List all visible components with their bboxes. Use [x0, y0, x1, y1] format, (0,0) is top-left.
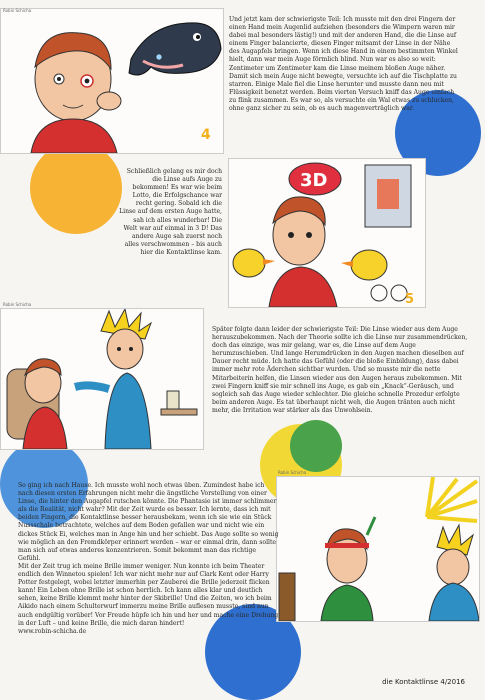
badge-3d-label: 3D [300, 170, 328, 191]
credit-illustration-3: Robin Schicha [278, 470, 307, 475]
credit-illustration-1: Robin Schicha [3, 8, 32, 13]
paragraph-4-5: So ging ich nach Hause. Ich musste wohl noch etwas üben. Zumindest habe ich nach diesen ersten Erfahrungen nicht mehr die ängstliche Vorstellung von einer Linse, die hinter den Augapfel rutschen könnte. Die Phantasie ist immer schlimmer als die Realität, nicht wahr? Mit der Zeit wurde es besser. Ich lernte, dass ich mit beiden Fingern, die Kontaktlinse besser herausbekam, wenn ich sie wie ein Stück Nussschale betrachtete, welches auf dem Boden gefallen war und nicht wie ein dickes Stück Ei, welches man in Ange hin und her schiebt. Das Auge sollte so wenig wie möglich an den Fremdkörper erinnert werden – war er einmal drin, dann sollte man sich auf etwas anderes konzentrieren. Somit bekommt man das richtige Gefühl. Mit der Zeit trug ich meine Brille immer weniger. Nun konnte ich beim Theater endlich den Winnetou spielen! Ich war nicht mehr nur auf Clark Kent oder Harry Potter festgelegt, wobei letzter immerhin per Zauberei die Brille jederzeit flicken kann! Ein Leben ohne Brille ist schon herrlich. Ich kann alles klar und deutlich sehen, keine Brille klemmt mehr hinter der Skibrille! Und die Zeiten, wo ich beim Aikido nach einem Schulterwurf immerzu meine Brille auflesen musste, sind nun auch endgültig vorüber! Vor Freude hüpfe ich hin und her und mache eine Drehung in der Luft – und keine Brille, die mich daran hindert! www.robin-schicha.de [18, 482, 279, 635]
number-5: 5 [405, 292, 415, 307]
number-4: 4 [201, 127, 211, 143]
orange-circle-decoration [30, 142, 122, 234]
illustration-3d-ducks [228, 158, 426, 308]
illustration-winnetou [276, 476, 480, 622]
website-link[interactable]: www.robin-schicha.de [18, 627, 87, 635]
paragraph-1: Und jetzt kam der schwierigste Teil: Ich musste mit den drei Fingern der einen Hand mein Augenlid aufziehen (besonders die Wimpern waren mir dabei mal besonders lästig!) und mit der anderen Hand, die die Linse auf einem Finger balancierte, diesen Finger mitsamt der Linse in der Nähe des Augapfels bringen. Wenn ich diese Hand in einem bestimmten Winkel hielt, dann war mein Auge förmlich blind. Nun war es also so weit: Zentimeter um Zentimeter kam die Linse meinem bloßen Auge näher. Damit sich mein Auge nicht bewegte, versuchte ich auf die Tischplatte zu starren. Einige Male fiel die Linse herunter und musste dann neu mit Flüssigkeit benetzt werden. Beim vierten Versuch kniff das Auge einfach zu flink zusammen. Es war so, als versuchte ein Wal etwas zu schlucken, ohne ganz sicher zu sein, ob es auch magenverträglich war. [229, 16, 458, 113]
paragraph-3: Später folgte dann leider der schwierigste Teil: Die Linse wieder aus dem Auge herauszubekommen. Nach der Theorie sollte ich die Linse nur zusammendrücken, doch das einzige, was mir gelang, war es, die Linse auf dem Auge herumzuschieben. Und lange Herumdrücken in den Augen machen dieselben auf Dauer recht müde. Ich hatte das Gefühl (oder die bloße Einbildung), dass dabei immer mehr rote Äderchen sichtbar wurden. Und so musste mir die nette Mitarbeiterin helfen, die Linsen wieder aus den Augen heraus zubekommen. Mit zwei Fingern kniff sie mir schnell ins Auge, es gab ein „Knack“-Geräusch, und sogleich sah das Auge wieder schlechter. Die gleiche schnelle Prozedur erfolgte beim anderen Auge. Es tat überhaupt nicht weh, die Augen tränten auch nicht mehr, die Irritation war stärker als das Unwohlsein. [212, 326, 468, 414]
footer-issue: die Kontaktlinse 4/2016 [382, 678, 465, 686]
paragraph-2: Schließlich gelang es mir doch die Linse aufs Auge zu bekommen! Es war wie beim Lotto, die Erfolgschance war recht gering. Sobald ich die Linse auf dem ersten Auge hatte, sah ich alles wunderbar! Die Welt war auf einmal in 3 D! Das andere Auge sah zuerst noch alles verschwommen – bis auch hier die Kontaktlinse kam. [119, 168, 222, 256]
illustration-lens-whale [0, 8, 224, 154]
illustration-helper [0, 308, 204, 450]
green-circle-decoration [290, 420, 342, 472]
credit-illustration-2: Robin Schicha [3, 302, 32, 307]
